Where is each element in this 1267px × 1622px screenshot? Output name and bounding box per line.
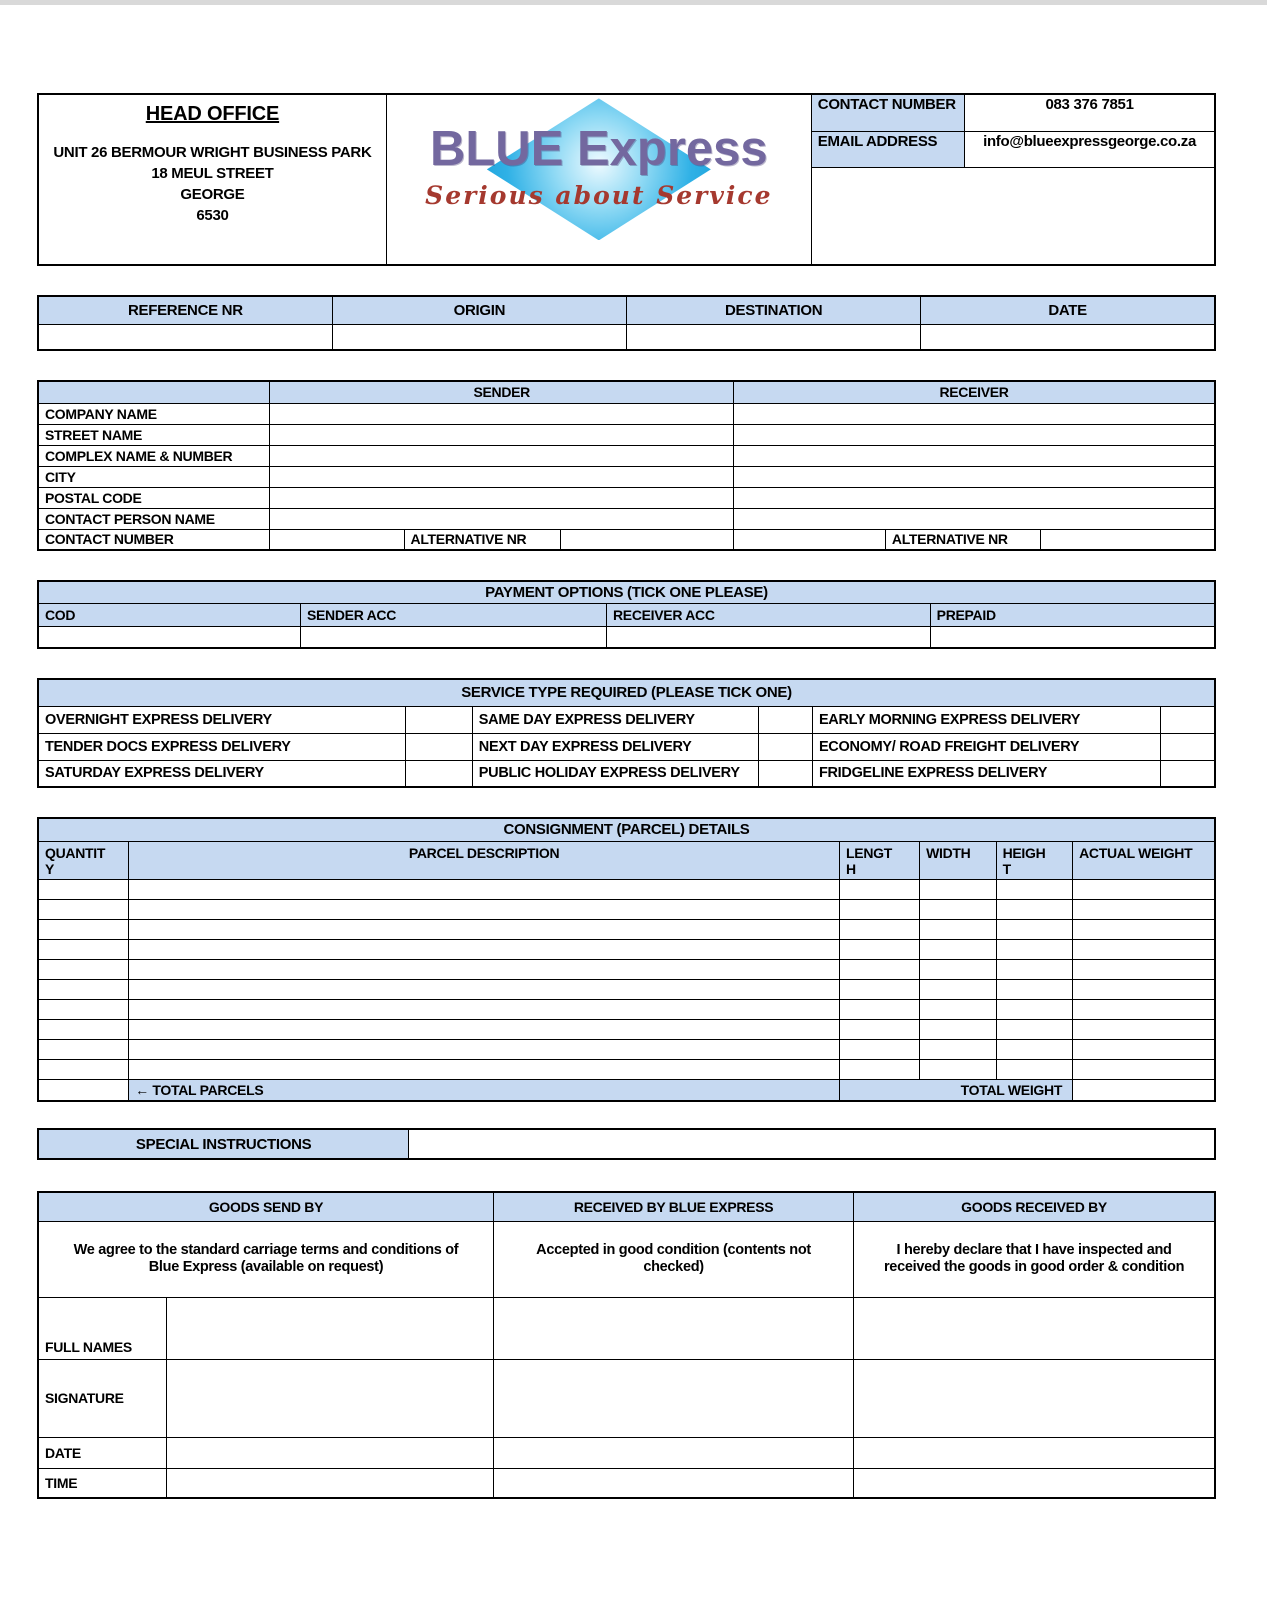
actual-weight-input-cell[interactable] xyxy=(1073,899,1215,919)
sender-postal-code-input-cell[interactable] xyxy=(270,487,734,508)
service-option-label: TENDER DOCS EXPRESS DELIVERY xyxy=(38,733,405,760)
width-input-cell[interactable] xyxy=(920,979,997,999)
actual-weight-input-cell[interactable] xyxy=(1073,1059,1215,1079)
service-option-label: SATURDAY EXPRESS DELIVERY xyxy=(38,760,405,787)
reference-nr-input-cell[interactable] xyxy=(38,324,332,350)
sender-street-name-input-cell[interactable] xyxy=(270,424,734,445)
signoff-date-label: DATE xyxy=(38,1437,166,1468)
height-input-cell[interactable] xyxy=(996,1039,1073,1059)
receiver-company-name-input-cell[interactable] xyxy=(734,403,1215,424)
length-input-cell[interactable] xyxy=(840,1019,920,1039)
actual-weight-input-cell[interactable] xyxy=(1073,999,1215,1019)
qty-input-cell[interactable] xyxy=(38,939,129,959)
qty-input-cell[interactable] xyxy=(38,1039,129,1059)
date-input-cell[interactable] xyxy=(921,324,1215,350)
sender-contact-number-input-cell[interactable] xyxy=(270,529,404,550)
parcel-description-input-cell[interactable] xyxy=(129,1059,840,1079)
service-option-label: OVERNIGHT EXPRESS DELIVERY xyxy=(38,706,405,733)
height-input-cell[interactable] xyxy=(996,879,1073,899)
waybill-form-page xyxy=(0,5,1267,1559)
actual-weight-input-cell[interactable] xyxy=(1073,1039,1215,1059)
sender-alternative-nr-label: ALTERNATIVE NR xyxy=(404,529,561,550)
signoff-time-label: TIME xyxy=(38,1468,166,1498)
sender-acc-label: SENDER ACC xyxy=(300,603,606,626)
service-tick-cell[interactable] xyxy=(405,706,472,733)
receiver-header: RECEIVER xyxy=(734,381,1215,403)
special-instructions-section xyxy=(37,1128,1216,1160)
service-option-label: NEXT DAY EXPRESS DELIVERY xyxy=(472,733,758,760)
receiver-declaration-statement: I hereby declare that I have inspected and received the goods in good order & condition xyxy=(854,1221,1215,1297)
width-input-cell[interactable] xyxy=(920,939,997,959)
width-input-cell[interactable] xyxy=(920,959,997,979)
length-input-cell[interactable] xyxy=(840,939,920,959)
actual-weight-input-cell[interactable] xyxy=(1073,879,1215,899)
receiver-contact-number-input-cell[interactable] xyxy=(734,529,886,550)
goods-received-by-header: GOODS RECEIVED BY xyxy=(854,1192,1215,1221)
qty-input-cell[interactable] xyxy=(38,999,129,1019)
sender-time-input-cell[interactable] xyxy=(166,1468,493,1498)
height-input-cell[interactable] xyxy=(996,999,1073,1019)
head-office-address-block xyxy=(38,94,386,265)
service-tick-cell[interactable] xyxy=(1161,733,1215,760)
parties-corner-cell xyxy=(38,381,270,403)
height-input-cell[interactable] xyxy=(996,939,1073,959)
service-tick-cell[interactable] xyxy=(405,760,472,787)
logo-brand-text: BLUE Express xyxy=(429,122,768,176)
company-logo xyxy=(386,94,811,265)
width-input-cell[interactable] xyxy=(920,999,997,1019)
parcel-row xyxy=(38,1019,1215,1039)
service-type-section xyxy=(37,678,1216,788)
width-input-cell[interactable] xyxy=(920,879,997,899)
length-input-cell[interactable] xyxy=(840,959,920,979)
service-tick-cell[interactable] xyxy=(758,760,812,787)
service-tick-cell[interactable] xyxy=(405,733,472,760)
parcel-description-input-cell[interactable] xyxy=(129,899,840,919)
email-address-value: info@blueexpressgeorge.co.za xyxy=(965,131,1214,167)
logo-tagline: Serious about Service xyxy=(425,181,773,210)
parcel-row xyxy=(38,1059,1215,1079)
qty-input-cell[interactable] xyxy=(38,879,129,899)
courier-signature-input-cell[interactable] xyxy=(493,1359,853,1437)
company-name-label: COMPANY NAME xyxy=(38,403,270,424)
contact-info-block xyxy=(811,94,1215,265)
special-instructions-input-cell[interactable] xyxy=(409,1129,1215,1159)
qty-input-cell[interactable] xyxy=(38,919,129,939)
receiver-signature-input-cell[interactable] xyxy=(854,1359,1215,1437)
parcel-row xyxy=(38,939,1215,959)
receiver-complex-input-cell[interactable] xyxy=(734,445,1215,466)
length-input-cell[interactable] xyxy=(840,899,920,919)
street-name-label: STREET NAME xyxy=(38,424,270,445)
width-column-header: WIDTH xyxy=(920,841,997,879)
parcel-description-input-cell[interactable] xyxy=(129,979,840,999)
receiver-acc-label: RECEIVER ACC xyxy=(606,603,930,626)
goods-send-by-header: GOODS SEND BY xyxy=(38,1192,493,1221)
courier-date-input-cell[interactable] xyxy=(493,1437,853,1468)
courier-time-input-cell[interactable] xyxy=(493,1468,853,1498)
signature-label: SIGNATURE xyxy=(38,1359,166,1437)
sender-signature-input-cell[interactable] xyxy=(166,1359,493,1437)
actual-weight-input-cell[interactable] xyxy=(1073,919,1215,939)
height-input-cell[interactable] xyxy=(996,899,1073,919)
receiver-contact-person-input-cell[interactable] xyxy=(734,508,1215,529)
parcel-description-input-cell[interactable] xyxy=(129,919,840,939)
left-arrow-icon: ← xyxy=(135,1081,149,1098)
actual-weight-input-cell[interactable] xyxy=(1073,1019,1215,1039)
city-label: CITY xyxy=(38,466,270,487)
address-line: 18 MEUL STREET xyxy=(151,165,274,182)
origin-input-cell[interactable] xyxy=(332,324,626,350)
destination-header: DESTINATION xyxy=(627,296,921,324)
receiver-street-name-input-cell[interactable] xyxy=(734,424,1215,445)
sender-complex-input-cell[interactable] xyxy=(270,445,734,466)
signoff-section xyxy=(37,1191,1216,1499)
width-input-cell[interactable] xyxy=(920,1059,997,1079)
sender-terms-statement: We agree to the standard carriage terms and conditions of Blue Express (available on request) xyxy=(38,1221,493,1297)
parcel-row xyxy=(38,899,1215,919)
width-input-cell[interactable] xyxy=(920,899,997,919)
contact-table xyxy=(812,95,1214,168)
prepaid-label: PREPAID xyxy=(930,603,1215,626)
courier-acceptance-statement: Accepted in good condition (contents not checked) xyxy=(493,1221,853,1297)
actual-weight-input-cell[interactable] xyxy=(1073,959,1215,979)
qty-input-cell[interactable] xyxy=(38,1059,129,1079)
height-input-cell[interactable] xyxy=(996,919,1073,939)
length-input-cell[interactable] xyxy=(840,879,920,899)
service-tick-cell[interactable] xyxy=(758,733,812,760)
parcel-row xyxy=(38,979,1215,999)
qty-input-cell[interactable] xyxy=(38,979,129,999)
service-option-label: PUBLIC HOLIDAY EXPRESS DELIVERY xyxy=(472,760,758,787)
reference-nr-header: REFERENCE NR xyxy=(38,296,332,324)
qty-input-cell[interactable] xyxy=(38,959,129,979)
service-option-label: ECONOMY/ ROAD FREIGHT DELIVERY xyxy=(812,733,1160,760)
sender-alternative-nr-input-cell[interactable] xyxy=(561,529,734,550)
receiver-acc-tick-cell[interactable] xyxy=(606,626,930,648)
contact-number-label: CONTACT NUMBER xyxy=(812,95,965,131)
destination-input-cell[interactable] xyxy=(627,324,921,350)
email-address-label: EMAIL ADDRESS xyxy=(812,131,965,167)
sender-header: SENDER xyxy=(270,381,734,403)
length-input-cell[interactable] xyxy=(840,979,920,999)
address-line: 6530 xyxy=(196,207,229,224)
length-input-cell[interactable] xyxy=(840,999,920,1019)
actual-weight-column-header: ACTUAL WEIGHT xyxy=(1073,841,1215,879)
actual-weight-input-cell[interactable] xyxy=(1073,939,1215,959)
receiver-city-input-cell[interactable] xyxy=(734,466,1215,487)
service-option-label: SAME DAY EXPRESS DELIVERY xyxy=(472,706,758,733)
consignment-title: CONSIGNMENT (PARCEL) DETAILS xyxy=(38,818,1215,841)
origin-header: ORIGIN xyxy=(332,296,626,324)
receiver-full-names-input-cell[interactable] xyxy=(854,1297,1215,1359)
address-line: GEORGE xyxy=(180,186,245,203)
parcel-row xyxy=(38,1039,1215,1059)
parcel-row xyxy=(38,879,1215,899)
receiver-date-input-cell[interactable] xyxy=(854,1437,1215,1468)
head-office-section xyxy=(37,93,1216,266)
cod-label: COD xyxy=(38,603,300,626)
total-parcels-label: TOTAL PARCELS xyxy=(152,1081,264,1098)
height-input-cell[interactable] xyxy=(996,1019,1073,1039)
contact-number-value: 083 376 7851 xyxy=(965,95,1214,131)
service-tick-cell[interactable] xyxy=(1161,760,1215,787)
service-option-label: EARLY MORNING EXPRESS DELIVERY xyxy=(812,706,1160,733)
parcel-description-input-cell[interactable] xyxy=(129,999,840,1019)
receiver-time-input-cell[interactable] xyxy=(854,1468,1215,1498)
prepaid-tick-cell[interactable] xyxy=(930,626,1215,648)
parcel-row xyxy=(38,959,1215,979)
total-parcels-value-cell[interactable] xyxy=(38,1079,129,1101)
postal-code-label: POSTAL CODE xyxy=(38,487,270,508)
full-names-label: FULL NAMES xyxy=(38,1297,166,1359)
quantity-column-header: QUANTITY xyxy=(38,841,129,879)
complex-name-label: COMPLEX NAME & NUMBER xyxy=(38,445,270,466)
service-tick-cell[interactable] xyxy=(1161,706,1215,733)
payment-options-section xyxy=(37,580,1216,649)
sender-receiver-section xyxy=(37,380,1216,551)
head-office-title: HEAD OFFICE xyxy=(145,103,280,125)
sender-contact-person-input-cell[interactable] xyxy=(270,508,734,529)
received-by-blue-express-header: RECEIVED BY BLUE EXPRESS xyxy=(493,1192,853,1221)
height-input-cell[interactable] xyxy=(996,979,1073,999)
sender-city-input-cell[interactable] xyxy=(270,466,734,487)
length-input-cell[interactable] xyxy=(840,1059,920,1079)
parcel-description-input-cell[interactable] xyxy=(129,959,840,979)
height-column-header: HEIGHT xyxy=(996,841,1073,879)
length-input-cell[interactable] xyxy=(840,919,920,939)
sender-acc-tick-cell[interactable] xyxy=(300,626,606,648)
contact-number-row-label: CONTACT NUMBER xyxy=(38,529,270,550)
width-input-cell[interactable] xyxy=(920,1039,997,1059)
actual-weight-input-cell[interactable] xyxy=(1073,979,1215,999)
courier-full-names-input-cell[interactable] xyxy=(493,1297,853,1359)
consignment-section xyxy=(37,817,1216,1102)
parcel-description-input-cell[interactable] xyxy=(129,939,840,959)
date-header: DATE xyxy=(921,296,1215,324)
contact-person-label: CONTACT PERSON NAME xyxy=(38,508,270,529)
reference-section xyxy=(37,295,1216,351)
receiver-alternative-nr-label: ALTERNATIVE NR xyxy=(885,529,1040,550)
length-column-header: LENGTH xyxy=(840,841,920,879)
payment-options-title: PAYMENT OPTIONS (TICK ONE PLEASE) xyxy=(38,581,1215,603)
total-weight-value-cell[interactable] xyxy=(1073,1079,1215,1101)
length-input-cell[interactable] xyxy=(840,1039,920,1059)
sender-company-name-input-cell[interactable] xyxy=(270,403,734,424)
service-tick-cell[interactable] xyxy=(758,706,812,733)
height-input-cell[interactable] xyxy=(996,959,1073,979)
sender-date-input-cell[interactable] xyxy=(166,1437,493,1468)
parcel-description-input-cell[interactable] xyxy=(129,1039,840,1059)
receiver-postal-code-input-cell[interactable] xyxy=(734,487,1215,508)
sender-full-names-input-cell[interactable] xyxy=(166,1297,493,1359)
service-type-title: SERVICE TYPE REQUIRED (PLEASE TICK ONE) xyxy=(38,679,1215,706)
parcel-row xyxy=(38,919,1215,939)
total-parcels-cell xyxy=(129,1079,840,1101)
qty-input-cell[interactable] xyxy=(38,899,129,919)
parcel-description-column-header: PARCEL DESCRIPTION xyxy=(129,841,840,879)
cod-tick-cell[interactable] xyxy=(38,626,300,648)
qty-input-cell[interactable] xyxy=(38,1019,129,1039)
width-input-cell[interactable] xyxy=(920,1019,997,1039)
total-weight-label: TOTAL WEIGHT xyxy=(840,1079,1073,1101)
parcel-description-input-cell[interactable] xyxy=(129,1019,840,1039)
height-input-cell[interactable] xyxy=(996,1059,1073,1079)
parcel-row xyxy=(38,999,1215,1019)
service-option-label: FRIDGELINE EXPRESS DELIVERY xyxy=(812,760,1160,787)
parcel-description-input-cell[interactable] xyxy=(129,879,840,899)
consignment-rows xyxy=(38,879,1215,1079)
special-instructions-label: SPECIAL INSTRUCTIONS xyxy=(38,1129,409,1159)
width-input-cell[interactable] xyxy=(920,919,997,939)
address-line: UNIT 26 BERMOUR WRIGHT BUSINESS PARK xyxy=(53,144,372,161)
receiver-alternative-nr-input-cell[interactable] xyxy=(1041,529,1215,550)
